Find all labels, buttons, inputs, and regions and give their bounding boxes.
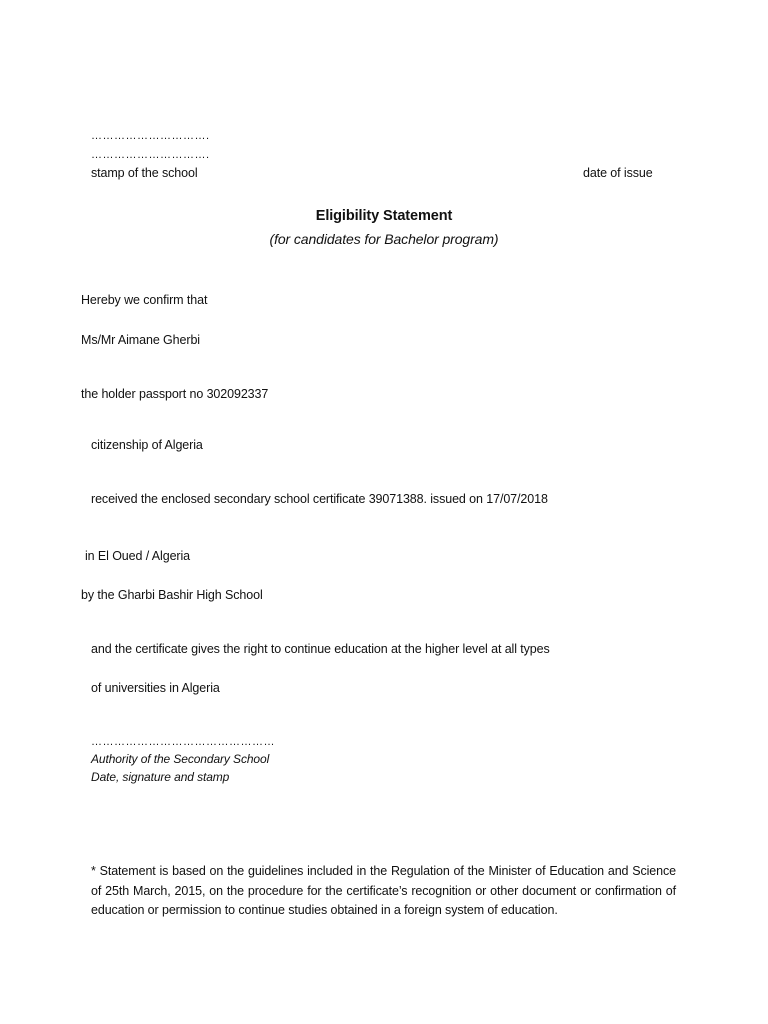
stamp-dotted-line-1: ………………………….: [91, 130, 210, 142]
passport-number: the holder passport no 302092337: [81, 387, 269, 401]
signature-details-label: Date, signature and stamp: [91, 770, 230, 784]
date-of-issue-label: date of issue: [583, 166, 653, 180]
document-subtitle: (for candidates for Bachelor program): [269, 231, 499, 247]
signature-dotted-line: …………………………………………: [91, 736, 275, 748]
stamp-of-school-label: stamp of the school: [91, 166, 198, 180]
stamp-dotted-line-2: ………………………….: [91, 149, 210, 161]
school-name-text: by the Gharbi Bashir High School: [81, 588, 263, 602]
footnote-text: * Statement is based on the guidelines included in the Regulation of the Minister of Education and Science of 25th March, 2015, on the procedure for the certificate’s recognition or other document or confirmation of education or permission to continue studies obtained in a foreign system of education.: [91, 864, 676, 917]
confirmation-text: Hereby we confirm that: [81, 293, 208, 307]
document-title: Eligibility Statement: [315, 208, 453, 224]
authority-label: Authority of the Secondary School: [91, 752, 270, 766]
citizenship-text: citizenship of Algeria: [91, 438, 203, 452]
candidate-name: Ms/Mr Aimane Gherbi: [81, 333, 200, 347]
certificate-text: received the enclosed secondary school certificate 39071388. issued on 17/07/2018: [91, 492, 548, 506]
rights-text-line-2: of universities in Algeria: [91, 681, 220, 695]
location-text: in El Oued / Algeria: [85, 549, 191, 563]
rights-text-line-1: and the certificate gives the right to continue education at the higher level at all types: [91, 642, 550, 656]
